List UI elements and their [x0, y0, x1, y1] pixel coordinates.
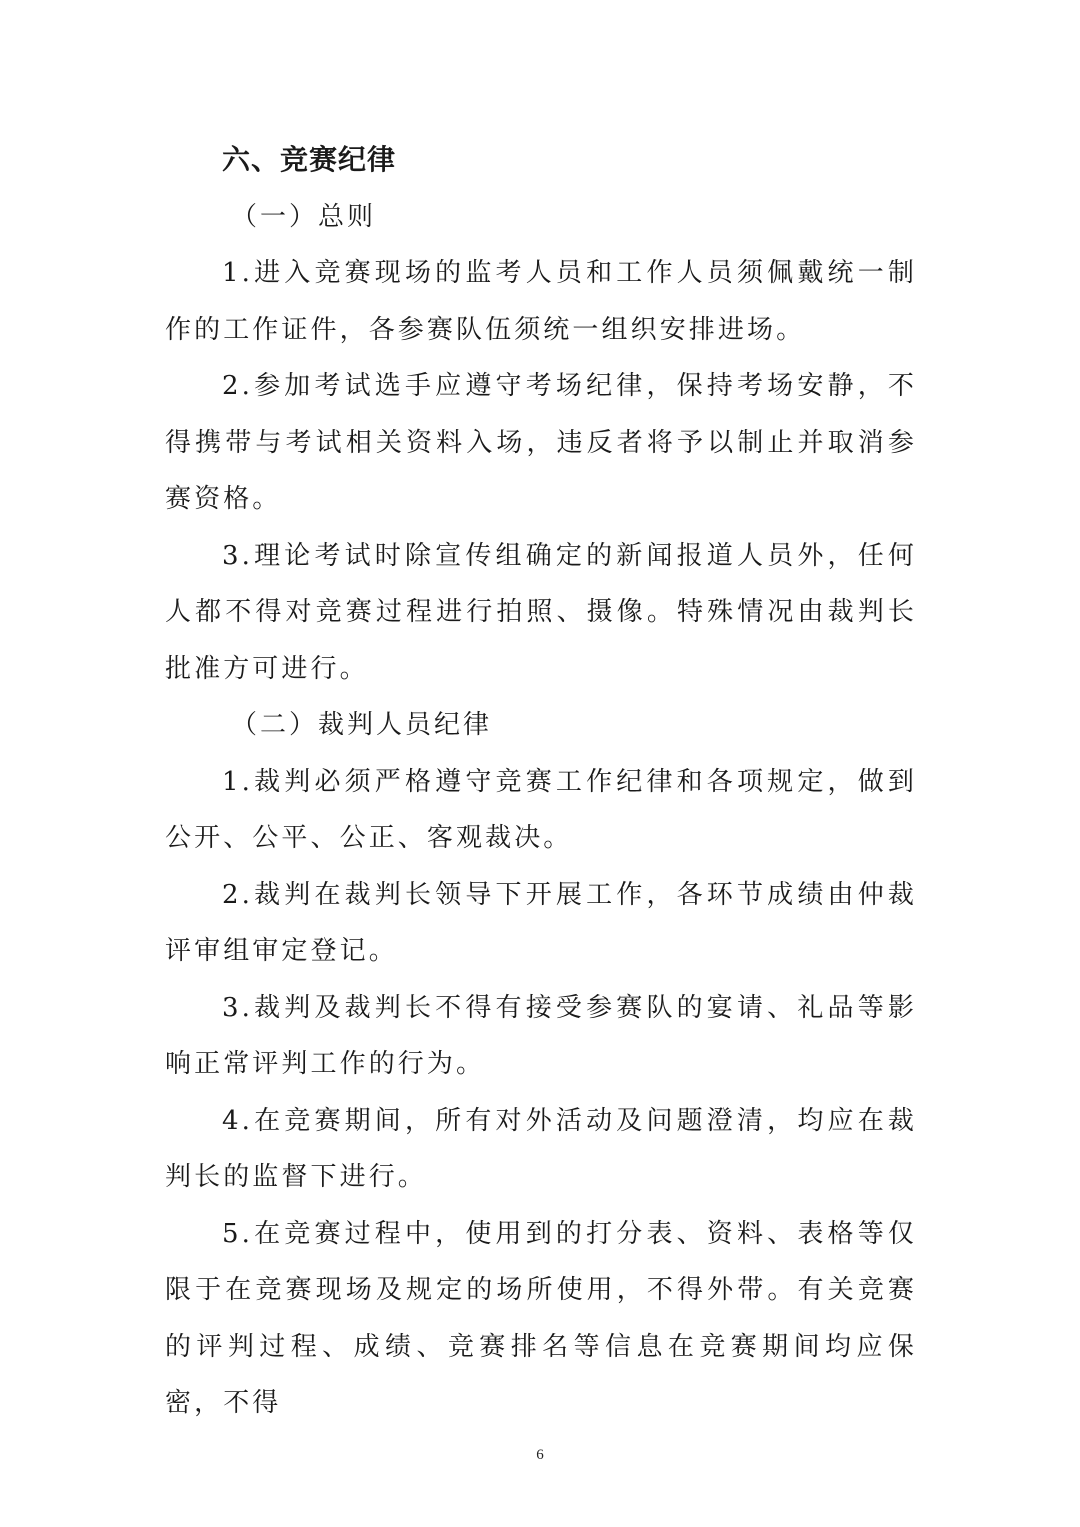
paragraph-referee-4: 4.在竞赛期间，所有对外活动及问题澄清，均应在裁判长的监督下进行。 — [165, 1105, 917, 1192]
document-body — [165, 132, 917, 1432]
section-title: 六、竞赛纪律 — [222, 143, 397, 176]
paragraph-general-1: 1.进入竞赛现场的监考人员和工作人员须佩戴统一制作的工作证件，各参赛队伍须统一组织安排进场。 — [165, 258, 917, 345]
paragraph-general-3: 3.理论考试时除宣传组确定的新闻报道人员外，任何人都不得对竞赛过程进行拍照、摄像。特殊情况由裁判长批准方可进行。 — [165, 540, 917, 684]
subsection-title-general: （一）总则 — [231, 201, 377, 232]
paragraph-referee-1: 1.裁判必须严格遵守竞赛工作纪律和各项规定，做到公开、公平、公正、客观裁决。 — [165, 766, 917, 853]
subsection-title-referee: （二）裁判人员纪律 — [231, 710, 493, 740]
paragraph-referee-2: 2.裁判在裁判长领导下开展工作，各环节成绩由仲裁评审组审定登记。 — [165, 879, 917, 966]
page-number: 6 — [536, 1447, 544, 1463]
paragraph-referee-3: 3.裁判及裁判长不得有接受参赛队的宴请、礼品等影响正常评判工作的行为。 — [165, 992, 917, 1079]
paragraph-referee-5: 5.在竞赛过程中，使用到的打分表、资料、表格等仅限于在竞赛现场及规定的场所使用，不得外带。有关竞赛的评判过程、成绩、竞赛排名等信息在竞赛期间均应保密，不得 — [165, 1218, 917, 1418]
paragraph-general-2: 2.参加考试选手应遵守考场纪律，保持考场安静，不得携带与考试相关资料入场，违反者将予以制止并取消参赛资格。 — [165, 371, 917, 514]
